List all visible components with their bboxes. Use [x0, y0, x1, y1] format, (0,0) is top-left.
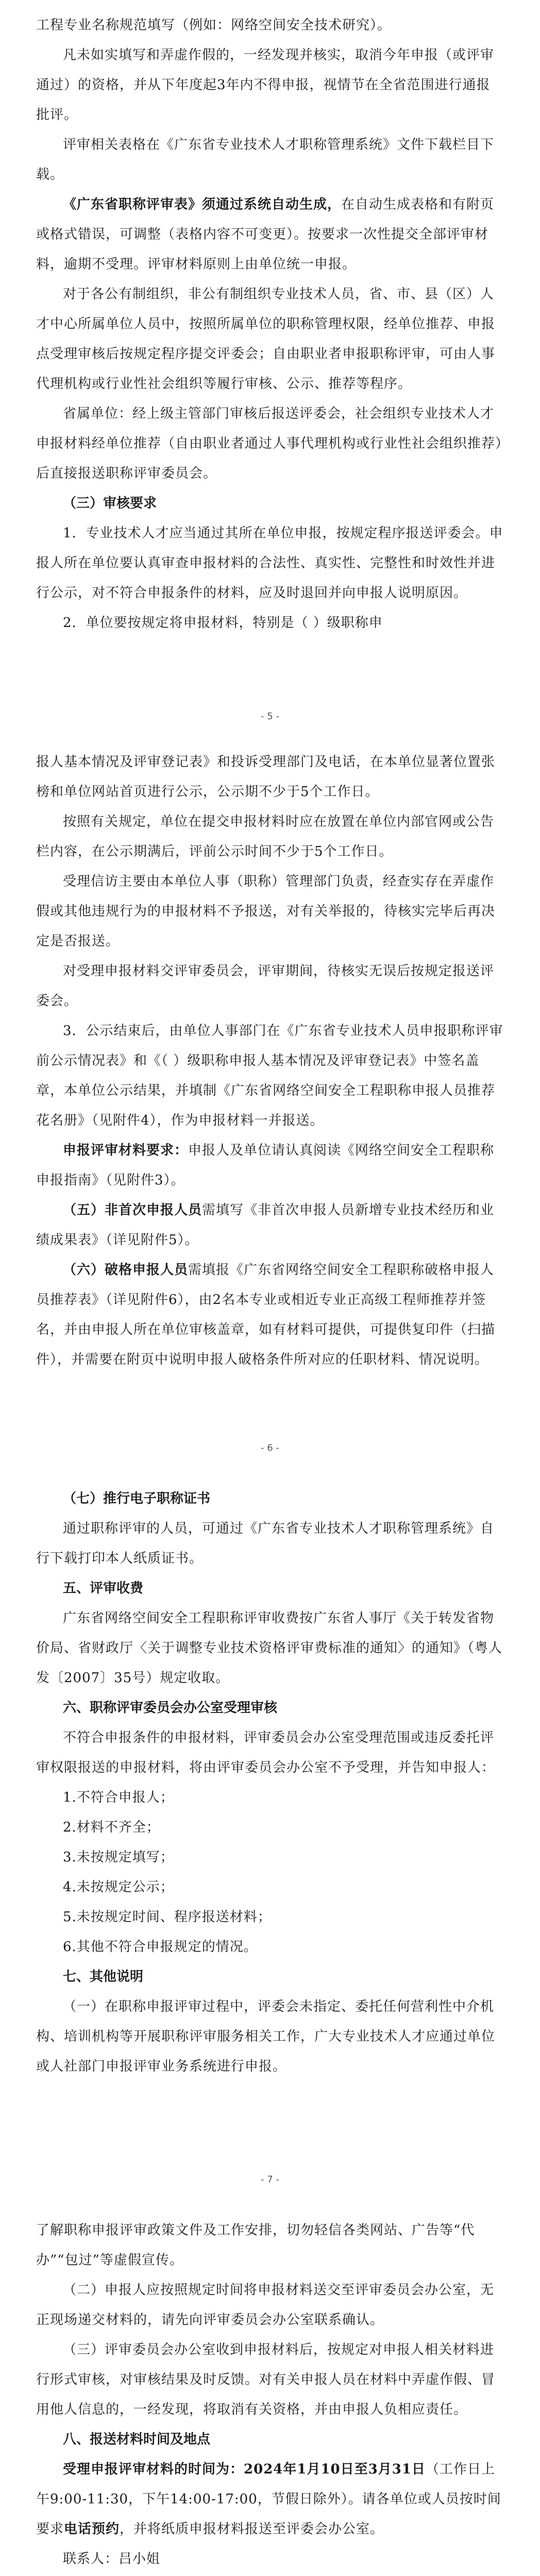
page-1-body	[36, 10, 504, 638]
intro-line-1: 工程专业名称规范填写（例如：网络空间安全技术研究）。	[36, 18, 392, 33]
exception-label: （六）破格申报人员	[63, 1262, 189, 1278]
rejection-item-4: 4.未按规定公示；	[63, 1879, 174, 1895]
page-4-body	[36, 2215, 504, 2576]
time-note: （工作日上午9:00-11:30，下午14:00-17:00，节假日除外）。请各单位或人员按时间要求	[36, 2462, 501, 2537]
other-note-1: （一）在职称申报评审过程中，评委会未指定、委托任何营利性中介机构、培训机构等开展职称评审服务相关工作，广大专业技术人才应通过单位或人社部门申报评审业务系统进行申报。	[36, 1999, 496, 2074]
intro-line-4	[36, 190, 504, 279]
rejection-item-6: 6.其他不符合申报规定的情况。	[63, 1939, 258, 1955]
page-2-body	[36, 747, 504, 1375]
submission-time	[36, 2454, 504, 2544]
time-value: 2024年1月10日至3月31日	[244, 2462, 426, 2477]
section-3-title: （三）审核要求	[63, 496, 157, 511]
intro-line-3: 评审相关表格在《广东省专业技术人才职称管理系统》文件下载栏目下载。	[36, 137, 495, 182]
bold-form-note: 《广东省职称评审表》须通过系统自动生成，	[63, 197, 342, 212]
section-7-title: （七）推行电子职称证书	[63, 1491, 211, 1506]
material-req-text: 申报人及单位请认真阅读《网络空间安全工程职称申报指南》（见附件3）。	[36, 1143, 495, 1188]
non-first-label: （五）非首次申报人员	[63, 1202, 202, 1218]
rejection-item-5: 5.未按规定时间、程序报送材料；	[63, 1909, 272, 1925]
p2-para-2: 受理信访主要由本单位人事（职称）管理部门负责，经查实存在弄虚作假或其他违规行为的申报材料不予报送，对有关举报的，待核实完毕后再决定是否报送。	[36, 874, 496, 949]
p2-para-5	[36, 1136, 504, 1195]
section-7-text: 通过职称评审的人员，可通过《广东省专业技术人才职称管理系统》自行下载打印本人纸质证书。	[36, 1521, 495, 1566]
system-note-2: 省属单位：经上级主管部门审核后报送评委会，社会组织专业技术人才申报材料经单位推荐（自由职业者通过人事代理机构或行业性社会组织推荐）后直接报送职称评审委员会。	[36, 406, 503, 481]
fee-title: 五、评审收费	[63, 1581, 144, 1596]
contact-person	[36, 2544, 504, 2574]
page-number-1: - 5 -	[261, 711, 279, 722]
fee-text: 广东省网络空间安全工程职称评审收费按广东省人事厅《关于转发省物价局、省财政厅〈关于调整专业技术资格评审费标准的通知〉的通知》（粤人发〔2007〕35号）规定收取。	[36, 1611, 503, 1686]
page-number-2: - 6 -	[261, 1443, 279, 1453]
p2-para-1: 报人基本情况及评审登记表》和投诉受理部门及电话，在本单位显著位置张榜和单位网站首页进行公示，公示期不少于5个工作日。	[36, 754, 496, 800]
page-number-3: - 7 -	[261, 2174, 279, 2185]
p2-para-4: 3．公示结束后，由单位人事部门在《广东省专业技术人员申报职称评审前公示情况表》和《（ ）级职称申报人基本情况及评审登记表》中签名盖章，本单位公示结果，并填制《广东省网络空间安全工程职称申报人员推荐花名册》（见附件4），作为申报材料一并报送。	[36, 1023, 503, 1128]
p2-section-6	[36, 1255, 504, 1375]
p2-section-5	[36, 1195, 504, 1255]
page-3-body	[36, 1484, 504, 2081]
time-label: 受理申报评审材料的时间为：	[63, 2462, 244, 2477]
p2-para-3: 对受理申报材料交评审委员会，评审期间，待核实无误后按规定报送评委会。	[36, 963, 495, 1009]
section-8-title: 八、报送材料时间及地点	[63, 2432, 211, 2447]
section-6-intro: 不符合申报条件的申报材料，评审委员会办公室受理范围或违反委托评审权限报送的申报材料，将由评审委员会办公室不予受理，并告知申报人：	[36, 1730, 496, 1775]
rejection-item-1: 1.不符合申报人；	[63, 1790, 174, 1805]
contact-label: 联系人：	[63, 2551, 119, 2567]
phone-booking: 电话预约	[64, 2521, 120, 2537]
other-note-2: （二）申报人应按照规定时间将申报材料送交至评审委员会办公室，无正现场递交材料的，请先向评审委员会办公室联系确认。	[36, 2282, 495, 2328]
contact-phone	[36, 2574, 504, 2576]
other-note-1-cont: 了解职称申报评审政策文件及工作安排，切勿轻信各类网站、广告等“代办”“包过”等虚假宣传。	[36, 2223, 475, 2268]
p2-para-1b: 按照有关规定，单位在提交申报材料时应在放置在单位内部官网或公告栏内容，在公示期满后，评前公示时间不少于5个工作日。	[36, 814, 495, 859]
requirement-2: 2．单位要按规定将申报材料，特别是（ ）级职称申	[63, 615, 383, 631]
requirement-1: 1．专业技术人才应当通过其所在单位申报，按规定程序报送评委会。申报人所在单位要认真审查申报材料的合法性、真实性、完整性和时效性并进行公示，对不符合申报条件的材料，应及时退回并向申报人说明原因。	[36, 526, 503, 601]
material-req-label: 申报评审材料要求：	[63, 1143, 189, 1158]
exception-text: 需填报《广东省网络空间安全工程职称破格申报人员推荐表》（详见附件6），由2名本专业或相近专业正高级工程师推荐并签名，并由申报人所在单位审核盖章，如有材料可提供，可提供复印件（扫描件），并需要在附页中说明申报人破格条件所对应的任职材料、情况说明。	[36, 1262, 496, 1367]
rejection-item-3: 3.未按规定填写；	[63, 1850, 174, 1865]
intro-line-2: 凡未如实填写和弄虚作假的，一经发现并核实，取消今年申报（或评审通过）的资格，并从下年度起3年内不得申报，视情节在全省范围进行通报批评。	[36, 47, 495, 123]
non-first-text: 需填写《非首次申报人员新增专业技术经历和业绩成果表》（详见附件5）。	[36, 1202, 495, 1248]
section-6-title: 六、职称评审委员会办公室受理审核	[63, 1700, 278, 1716]
system-note: 对于各公有制组织，非公有制组织专业技术人员，省、市、县（区）人才中心所属单位人员中，按照所属单位的职称管理权限，经单位推荐、申报点受理审核后按规定程序提交评委会；自由职业者申报职称评审，可由人事代理机构或行业性社会组织等履行审核、公示、推荐等程序。	[36, 286, 496, 392]
contact-name: 吕小姐	[119, 2551, 161, 2567]
rejection-item-2: 2.材料不齐全；	[63, 1820, 160, 1835]
intro-line-5: 在自动生成表格和有附页或格式错误，可调整（表格内容不可变更）。按要求一次性提交全部评审材料，逾期不受理。评审材料原则上由单位统一申报。	[36, 197, 495, 272]
other-note-3: （三）评审委员会办公室收到申报材料后，按规定对申报人相关材料进行形式审核，对审核结果及时反馈。对有关申报人员在材料中弄虚作假、冒用他人信息的，一经发现，将取消有关资格，并由申报人负相应责任。	[36, 2342, 496, 2417]
time-note-end: ，并将纸质申报材料报送至评委会办公室。	[120, 2521, 384, 2537]
other-notes-title: 七、其他说明	[63, 1969, 144, 1985]
